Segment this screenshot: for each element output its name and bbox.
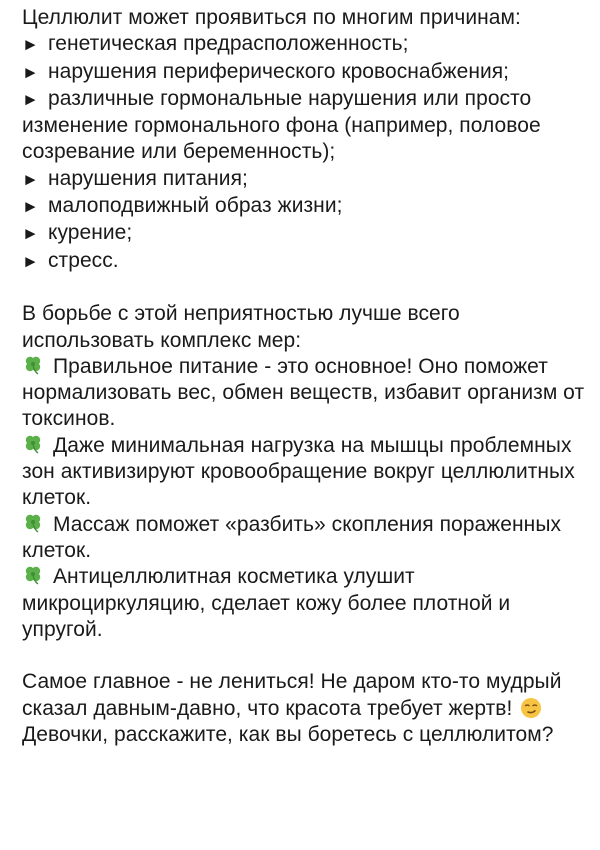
list-item: Антицеллюлитная косметика улушит микроциркуляцию, сделает кожу более плотной и упругой.	[22, 565, 511, 641]
paragraph-spacer	[22, 275, 588, 301]
paragraph-spacer	[22, 643, 588, 669]
post-text	[22, 5, 588, 748]
arrow-bullet-icon: ►	[22, 35, 39, 55]
list-item: Массаж поможет «разбить» скопления пораженных клеток.	[22, 512, 562, 562]
list-item: ► генетическая предрасположенность;	[22, 31, 588, 58]
list-item: ► нарушения периферического кровоснабжения;	[22, 59, 588, 86]
four-leaf-clover-icon	[22, 513, 45, 533]
list-item: ► нарушения питания;	[22, 166, 588, 193]
arrow-bullet-icon: ►	[22, 62, 39, 82]
intro-paragraph: Целлюлит может проявиться по многим причинам:	[22, 6, 521, 29]
list-item: ► стресс.	[22, 248, 588, 275]
measures-intro-paragraph: В борьбе с этой неприятностью лучше всего использовать комплекс мер:	[22, 302, 460, 352]
list-item: ► различные гормональные нарушения или просто изменение гормонального фона (например, половое созревание или беременность);	[22, 86, 541, 164]
list-item: Правильное питание - это основное! Оно поможет нормализовать вес, обмен веществ, избавит организм от токсинов.	[22, 354, 585, 431]
list-item: ► малоподвижный образ жизни;	[22, 193, 588, 220]
list-item: ► курение;	[22, 220, 588, 247]
arrow-bullet-icon: ►	[22, 89, 39, 109]
list-item: Даже минимальная нагрузка на мышцы проблемных зон активизируют кровообращение вокруг целлюлитных клеток.	[22, 433, 575, 510]
arrow-bullet-icon: ►	[22, 224, 39, 244]
arrow-bullet-icon: ►	[22, 169, 39, 189]
smirking-face-icon	[520, 697, 542, 719]
four-leaf-clover-icon	[22, 355, 45, 375]
four-leaf-clover-icon	[22, 565, 45, 585]
closing-paragraph: Самое главное - не лениться! Не даром кто-то мудрый сказал давным-давно, что красота требует жертв! Девочки, расскажите, как вы боретесь с целлюлитом?	[22, 670, 562, 747]
arrow-bullet-icon: ►	[22, 251, 39, 271]
arrow-bullet-icon: ►	[22, 197, 39, 217]
causes-list	[22, 31, 588, 275]
four-leaf-clover-icon	[22, 434, 45, 454]
measures-list	[22, 354, 588, 643]
